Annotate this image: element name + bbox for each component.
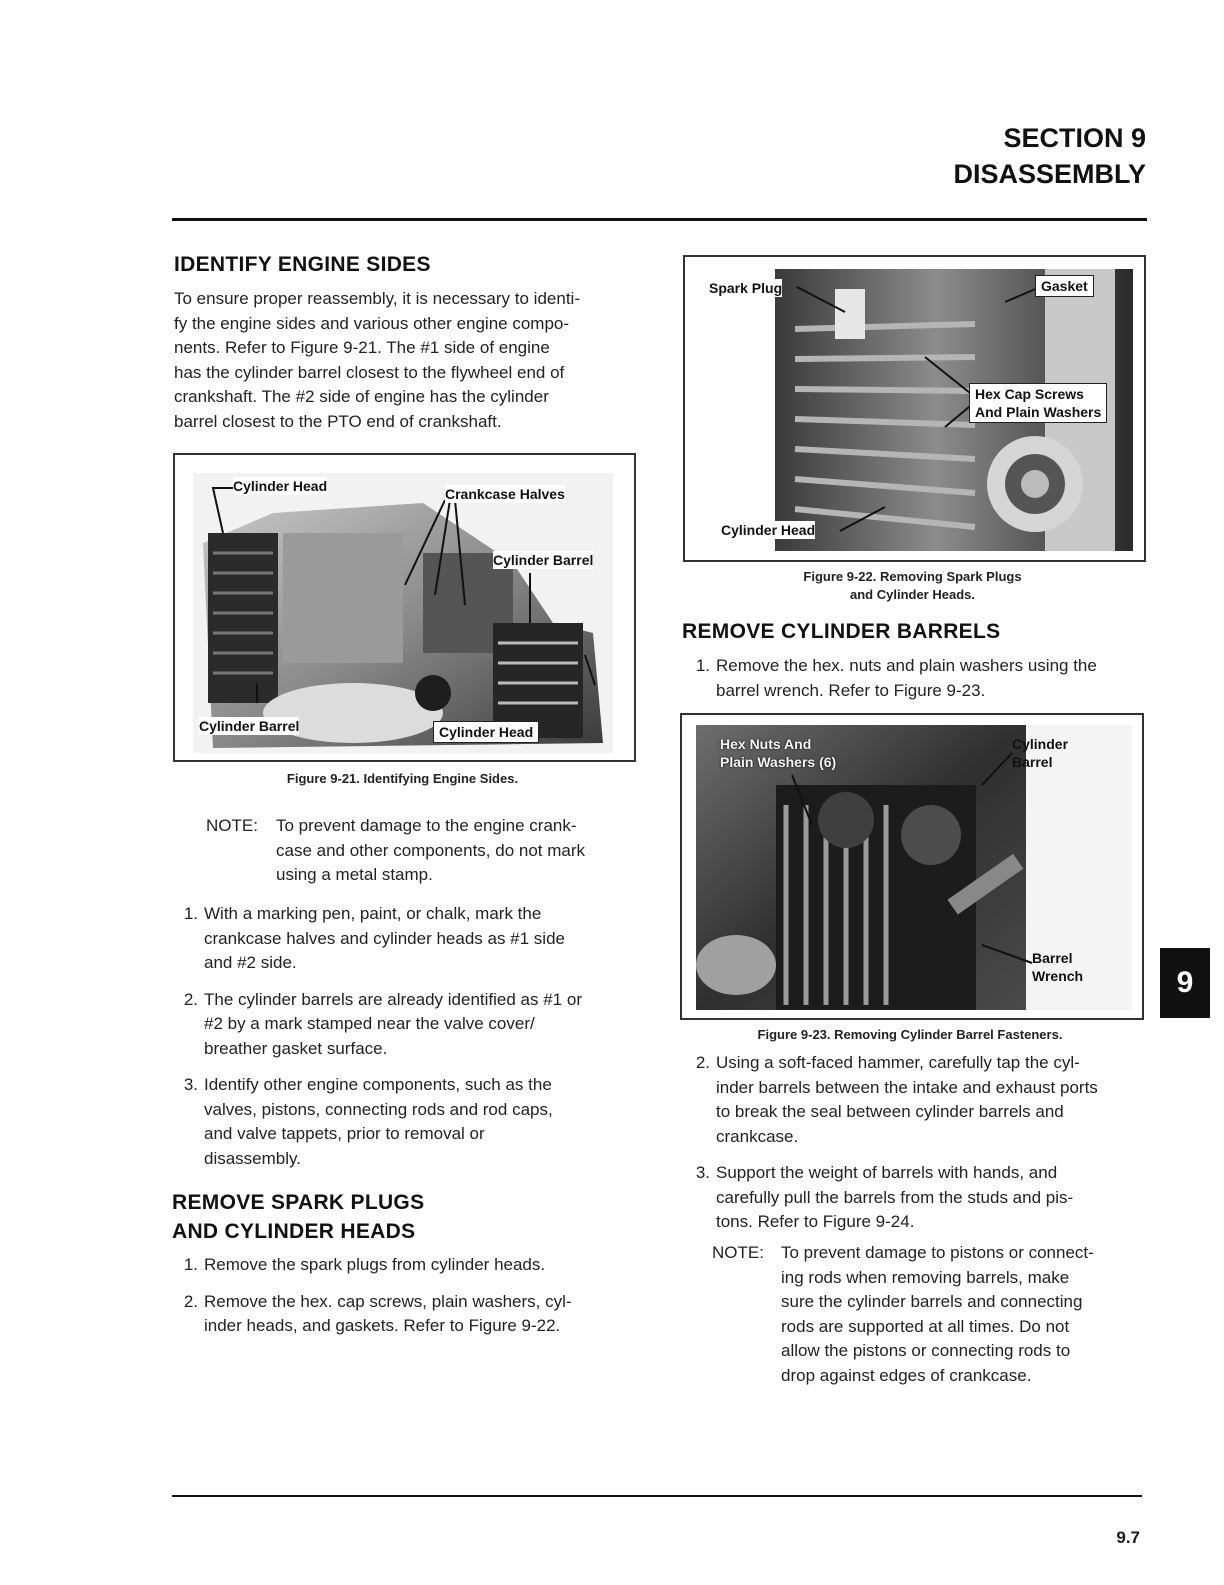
section-header [953, 120, 1146, 192]
label-cylinder-head-top: Cylinder Head [233, 478, 328, 494]
figure-9-21-leader-lines [175, 455, 634, 760]
barrels-step1-list [686, 654, 1156, 715]
label-cylinder-barrel: Cylinder Barrel [1012, 736, 1069, 770]
label-hex-nuts: Hex Nuts And Plain Washers (6) [720, 736, 837, 770]
note-label: NOTE: [206, 816, 258, 835]
page-number: 9.7 [1116, 1528, 1140, 1547]
section-tab: 9 [1160, 948, 1210, 1018]
heading-remove-spark-plugs: REMOVE SPARK PLUGS AND CYLINDER HEADS [172, 1191, 425, 1243]
list-item: 1. With a marking pen, paint, or chalk, mark the crankcase halves and cylinder heads as #1 side and #2 side. [183, 904, 565, 972]
section-title: DISASSEMBLY [953, 159, 1146, 189]
identify-steps-list [174, 902, 644, 1183]
identify-paragraph: To ensure proper reassembly, it is necessary to identi- fy the engine sides and various other engine compo- nents. Refer to Figure 9-21. The #1 side of engine has the cylinder barrel closest to the flywheel end of crankshaft. The #2 side of engine has the cylinder barrel closest to the PTO end of crankshaft. [174, 289, 580, 431]
barrels-steps-list [686, 1051, 1156, 1247]
list-item: 2. Remove the hex. cap screws, plain washers, cyl- inder heads, and gaskets. Refer to Figure 9-22. [183, 1291, 572, 1335]
label-barrel-wrench: Barrel Wrench [1032, 950, 1084, 984]
label-crankcase-halves: Crankcase Halves [445, 486, 565, 502]
note-metal-stamp [206, 814, 646, 889]
list-item: 1. Remove the spark plugs from cylinder heads. [183, 1255, 546, 1274]
heading-identify-engine-sides: IDENTIFY ENGINE SIDES [174, 253, 431, 276]
label-cylinder-head: Cylinder Head [721, 522, 816, 538]
header-rule [172, 218, 1147, 221]
heading-remove-cylinder-barrels: REMOVE CYLINDER BARRELS [682, 620, 1001, 643]
spark-steps-list [174, 1253, 644, 1351]
note-support-rods [712, 1241, 1152, 1391]
label-spark-plug: Spark Plug [709, 280, 783, 296]
label-cylinder-barrel-right: Cylinder Barrel [493, 552, 594, 568]
note-text: To prevent damage to the engine crank- case and other components, do not mark using a metal stamp. [276, 816, 586, 884]
figure-9-22-caption: Figure 9-22. Removing Spark Plugs and Cylinder Heads. [803, 569, 1022, 602]
label-hex-cap-screws: Hex Cap Screws And Plain Washers [969, 383, 1107, 423]
figure-9-22 [683, 255, 1146, 562]
list-item: 1. Remove the hex. nuts and plain washers using the barrel wrench. Refer to Figure 9-23. [695, 656, 1097, 700]
list-item: 3. Identify other engine components, such as the valves, pistons, connecting rods and rod caps, and valve tappets, prior to removal or disassembly. [183, 1075, 553, 1168]
figure-9-21-caption: Figure 9-21. Identifying Engine Sides. [286, 771, 519, 786]
section-number: SECTION 9 [1003, 123, 1146, 153]
figure-9-21 [173, 453, 636, 762]
list-item: 2. The cylinder barrels are already identified as #1 or #2 by a mark stamped near the valve cover/ breather gasket surface. [183, 989, 582, 1058]
label-cylinder-barrel-left: Cylinder Barrel [199, 718, 300, 734]
list-item: 3. Support the weight of barrels with hands, and carefully pull the barrels from the studs and pis- tons. Refer to Figure 9-24. [695, 1163, 1074, 1231]
note-text: To prevent damage to pistons or connect- ing rods when removing barrels, make sure the cylinder barrels and connecting rods are supported at all times. Do not allow the pistons or connecting rods to drop against edges of crankcase. [781, 1243, 1094, 1385]
label-gasket: Gasket [1035, 275, 1094, 297]
note-label: NOTE: [712, 1243, 764, 1262]
footer-rule [172, 1495, 1142, 1497]
label-cylinder-head-bottom: Cylinder Head [433, 721, 539, 743]
list-item: 2. Using a soft-faced hammer, carefully tap the cyl- inder barrels between the intake and exhaust ports to break the seal between cylinder barrels and crankcase. [695, 1053, 1098, 1146]
figure-9-23-caption: Figure 9-23. Removing Cylinder Barrel Fasteners. [757, 1027, 1063, 1042]
figure-9-23 [680, 713, 1144, 1020]
